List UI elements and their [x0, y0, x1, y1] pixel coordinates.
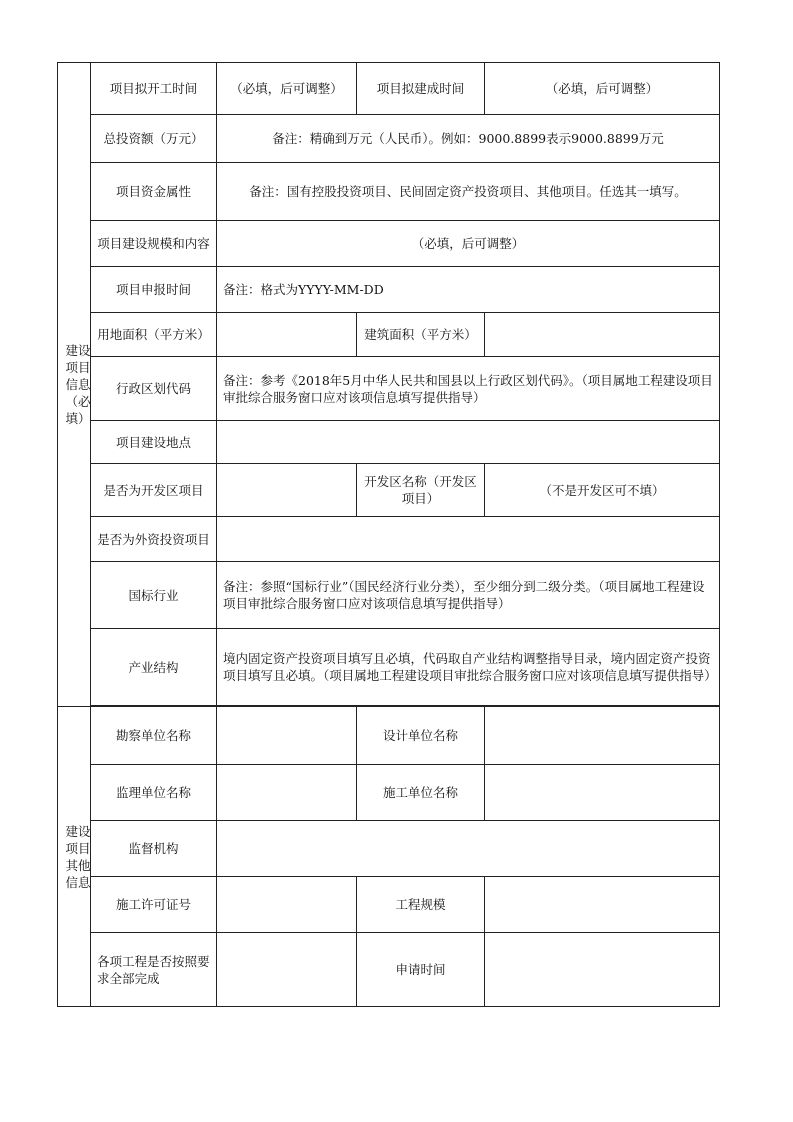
survey-field[interactable] — [217, 707, 357, 765]
supervise-label: 监理单位名称 — [91, 765, 217, 821]
build-area-label: 建筑面积（平方米） — [357, 313, 485, 357]
construct-label: 施工单位名称 — [357, 765, 485, 821]
apply-time-field[interactable] — [485, 933, 720, 1007]
row-structure — [58, 629, 720, 706]
structure-label: 产业结构 — [91, 629, 217, 706]
row-foreign — [58, 517, 720, 562]
project-info-table — [57, 62, 720, 1007]
fund-field[interactable]: 备注：国有控股投资项目、民间固定资产投资项目、其他项目。任选其一填写。 — [217, 163, 720, 221]
agency-field[interactable] — [217, 821, 720, 877]
structure-field[interactable]: 境内固定资产投资项目填写且必填，代码取自产业结构调整指导目录，境内固定资产投资项目填写且必填。（项目属地工程建设项目审批综合服务窗口应对该项信息填写提供指导） — [217, 629, 720, 706]
row-survey — [58, 707, 720, 765]
section-label-required: 建设项目信息（必填） — [58, 63, 91, 707]
scale-label: 项目建设规模和内容 — [91, 221, 217, 267]
start-time-label: 项目拟开工时间 — [91, 63, 217, 115]
scale-field[interactable]: （必填，后可调整） — [217, 221, 720, 267]
project-scale-field[interactable] — [485, 877, 720, 933]
row-investment — [58, 115, 720, 163]
section-label-other: 建设项目其他信息 — [58, 707, 91, 1007]
row-agency — [58, 821, 720, 877]
design-label: 设计单位名称 — [357, 707, 485, 765]
industry-field[interactable]: 备注：参照“国标行业”（国民经济行业分类），至少细分到二级分类。（项目属地工程建设项目审批综合服务窗口应对该项信息填写提供指导） — [217, 562, 720, 629]
row-fund — [58, 163, 720, 221]
row-permit — [58, 877, 720, 933]
foreign-label: 是否为外资投资项目 — [91, 517, 217, 562]
dev-zone-name-label: 开发区名称（开发区项目） — [357, 464, 485, 517]
finish-time-label: 项目拟建成时间 — [357, 63, 485, 115]
investment-label: 总投资额（万元） — [91, 115, 217, 163]
dev-zone-name-field[interactable]: （不是开发区可不填） — [485, 464, 720, 517]
apply-time-label: 申请时间 — [357, 933, 485, 1007]
finish-time-field[interactable]: （必填，后可调整） — [485, 63, 720, 115]
supervise-field[interactable] — [217, 765, 357, 821]
dev-zone-field[interactable] — [217, 464, 357, 517]
design-field[interactable] — [485, 707, 720, 765]
foreign-field[interactable] — [217, 517, 720, 562]
row-supervise — [58, 765, 720, 821]
row-region-code — [58, 357, 720, 421]
declare-time-label: 项目申报时间 — [91, 267, 217, 313]
permit-label: 施工许可证号 — [91, 877, 217, 933]
row-dev-zone — [58, 464, 720, 517]
industry-label: 国标行业 — [91, 562, 217, 629]
dev-zone-label: 是否为开发区项目 — [91, 464, 217, 517]
row-area — [58, 313, 720, 357]
fund-label: 项目资金属性 — [91, 163, 217, 221]
row-location — [58, 421, 720, 464]
start-time-field[interactable]: （必填，后可调整） — [217, 63, 357, 115]
permit-field[interactable] — [217, 877, 357, 933]
declare-time-field[interactable]: 备注：格式为YYYY-MM-DD — [217, 267, 720, 313]
complete-field[interactable] — [217, 933, 357, 1007]
location-field[interactable] — [217, 421, 720, 464]
land-area-label: 用地面积（平方米） — [91, 313, 217, 357]
survey-label: 勘察单位名称 — [91, 707, 217, 765]
region-code-label: 行政区划代码 — [91, 357, 217, 421]
build-area-field[interactable] — [485, 313, 720, 357]
construct-field[interactable] — [485, 765, 720, 821]
complete-label: 各项工程是否按照要求全部完成 — [91, 933, 217, 1007]
row-complete — [58, 933, 720, 1007]
agency-label: 监督机构 — [91, 821, 217, 877]
investment-field[interactable]: 备注：精确到万元（人民币）。例如：9000.8899表示9000.8899万元 — [217, 115, 720, 163]
row-declare-time — [58, 267, 720, 313]
location-label: 项目建设地点 — [91, 421, 217, 464]
land-area-field[interactable] — [217, 313, 357, 357]
project-scale-label: 工程规模 — [357, 877, 485, 933]
row-start-time — [58, 63, 720, 115]
row-industry — [58, 562, 720, 629]
region-code-field[interactable]: 备注：参考《2018年5月中华人民共和国县以上行政区划代码》。（项目属地工程建设项目审批综合服务窗口应对该项信息填写提供指导） — [217, 357, 720, 421]
row-scale — [58, 221, 720, 267]
